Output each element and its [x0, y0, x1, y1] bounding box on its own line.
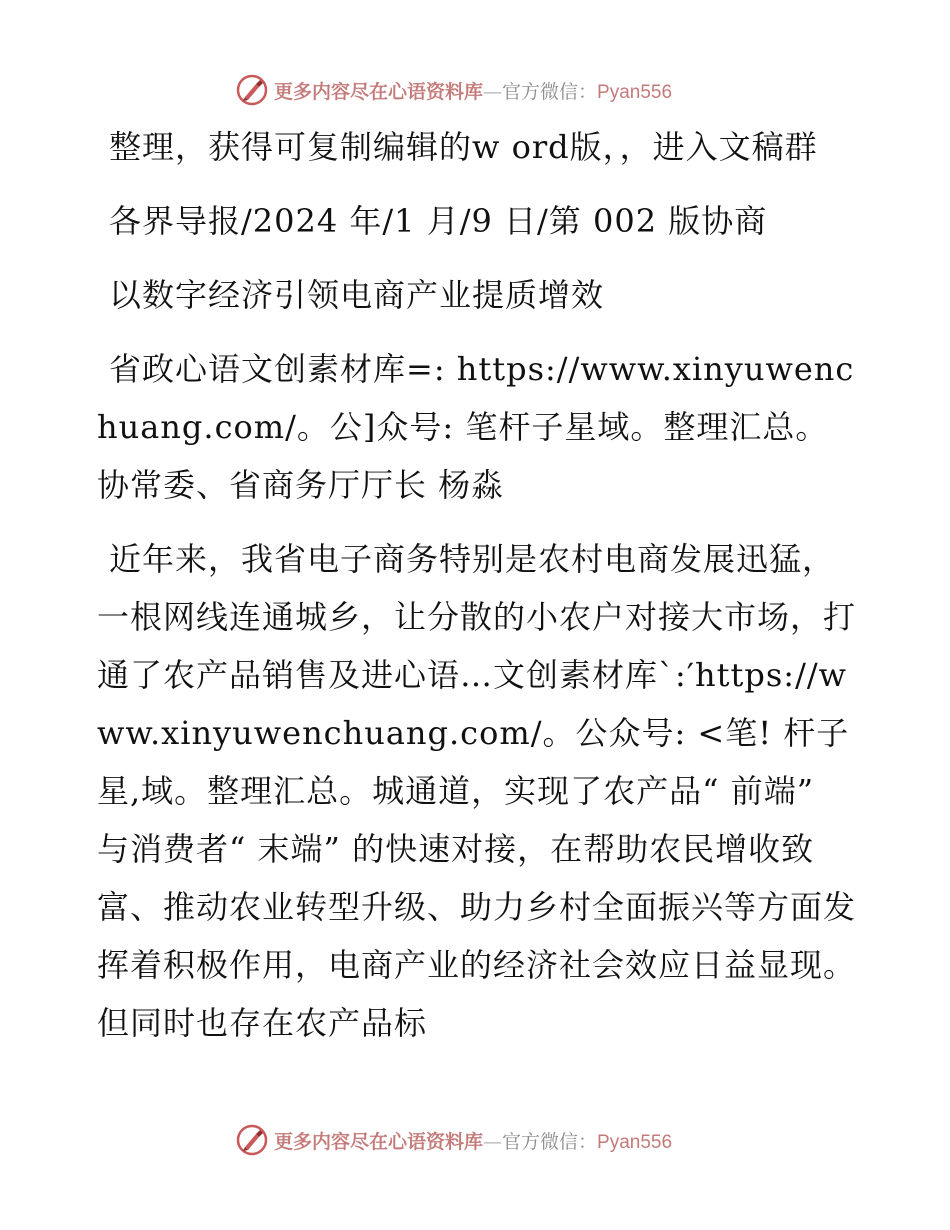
- pen-logo-icon: [236, 74, 268, 106]
- watermark-suffix-label: 官方微信：: [502, 80, 598, 103]
- watermark-main-text: 更多内容尽在心语资料库: [274, 80, 484, 103]
- watermark-header: [236, 72, 716, 108]
- watermark-main-text: 更多内容尽在心语资料库: [274, 1130, 484, 1153]
- pen-logo-icon: [236, 1124, 268, 1156]
- watermark-account: Pyan556: [597, 1131, 673, 1153]
- watermark-account: Pyan556: [597, 81, 673, 103]
- watermark-text: [274, 77, 672, 104]
- watermark-dash: —: [483, 1130, 503, 1153]
- paragraph-body: 近年来，我省电子商务特别是农村电商发展迅猛，一根网线连通城乡，让分散的小农户对接大市场，打通了农产品销售及进心语…文创素材库`:′https://www.xinyuwenchuang.com/。公众号: <笔! 杆子星,域。整理汇总。城通道，实现了农产品“ 前端” 与消费者“ 末端” 的快速对接，在帮助农民增收致富、推动农业转型升级、助力乡村全面振兴等方面发挥着积极作用，电商产业的经济社会效应日益显现。但同时也存在农产品标: [97, 540, 857, 1042]
- watermark-text: [274, 1127, 672, 1154]
- watermark-footer: [236, 1122, 716, 1158]
- paragraph-intro: 整理，获得可复制编辑的w ord版，，进入文稿群: [109, 128, 818, 166]
- document-body: [97, 118, 857, 1068]
- article-title: 以数字经济引领电商产业提质增效: [109, 276, 605, 314]
- paragraph-author: 省政心语文创素材库=: https://www.xinyuwenchuang.com/。公]众号: 笔杆子星域。整理汇总。协常委、省商务厅厅长 杨淼: [97, 350, 855, 504]
- watermark-suffix-label: 官方微信：: [502, 1130, 598, 1153]
- paragraph-source: 各界导报/2024 年/1 月/9 日/第 002 版协商: [109, 202, 768, 240]
- watermark-dash: —: [483, 80, 503, 103]
